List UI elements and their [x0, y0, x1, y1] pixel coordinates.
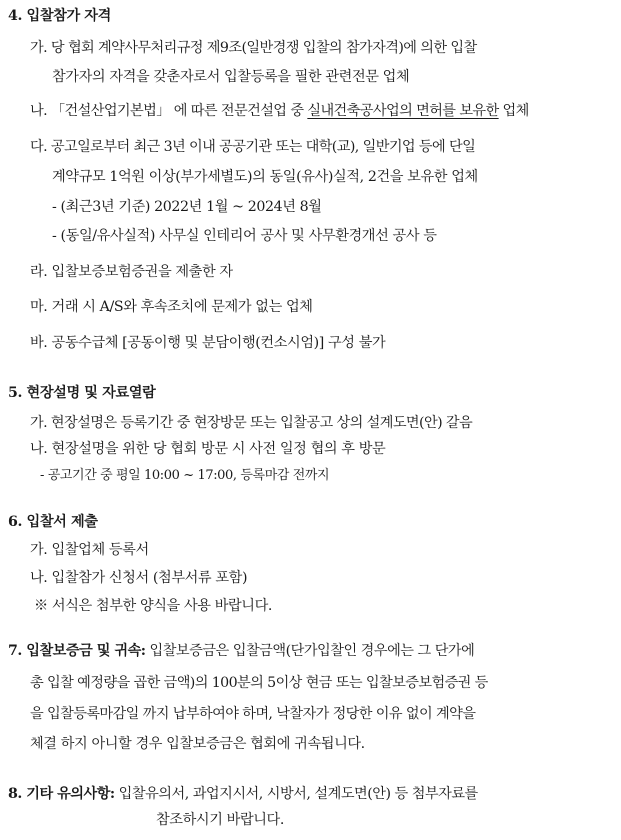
s5-ga: 가. 현장설명은 등록기간 중 현장방문 또는 입찰공고 상의 설계도면(안) 갈음 — [30, 415, 473, 431]
s7-line1 — [8, 641, 474, 661]
s5-sub: - 공고기간 중 평일 10:00 ~ 17:00, 등록마감 전까지 — [40, 468, 330, 483]
s6-na: 나. 입찰참가 신청서 (첨부서류 포함) — [30, 570, 248, 586]
section-4-heading: 4. 입찰참가 자격 — [8, 8, 111, 24]
s8-label: 8. 기타 유의사항: — [8, 786, 115, 802]
s8-line1-text: 입찰유의서, 과업지시서, 시방서, 설계도면(안) 등 첨부자료를 — [114, 786, 478, 802]
s4-ga-line1: 가. 당 협회 계약사무처리규정 제9조(일반경쟁 입찰의 참가자격)에 의한 입찰 — [30, 40, 477, 56]
section-5-heading: 5. 현장설명 및 자료열람 — [8, 385, 156, 401]
s6-ga: 가. 입찰업체 등록서 — [30, 542, 149, 558]
s4-ma: 마. 거래 시 A/S와 후속조치에 문제가 없는 업체 — [30, 299, 313, 315]
s4-na-pre: 나. 「건설산업기본법」 에 따른 전문건설업 중 — [30, 103, 308, 119]
s4-ra: 라. 입찰보증보험증권을 제출한 자 — [30, 264, 233, 280]
s6-note: ※ 서식은 첨부한 양식을 사용 바랍니다. — [34, 598, 273, 614]
s4-da-line1: 다. 공고일로부터 최근 3년 이내 공공기관 또는 대학(교), 일반기업 등에 단일 — [30, 139, 476, 155]
s4-na-line — [30, 101, 529, 121]
s7-line2: 총 입찰 예정량을 곱한 금액)의 100분의 5이상 현금 또는 입찰보증보험증권 등 — [30, 675, 488, 691]
s4-ga-line2: 참가자의 자격을 갖춘자로서 입찰등록을 필한 관련전문 업체 — [52, 69, 410, 85]
s5-na: 나. 현장설명을 위한 당 협회 방문 시 사전 일정 협의 후 방문 — [30, 441, 386, 457]
s4-ba: 바. 공동수급체 [공동이행 및 분담이행(컨소시엄)] 구성 불가 — [30, 335, 386, 351]
s7-line1-text: 입찰보증금은 입찰금액(단가입찰인 경우에는 그 단가에 — [145, 643, 475, 659]
s7-line3: 을 입찰등록마감일 까지 납부하여야 하며, 낙찰자가 정당한 이유 없이 계약을 — [30, 706, 476, 722]
s4-na-underline: 실내건축공사업의 면허를 보유한 — [307, 103, 499, 119]
s8-line2: 참조하시기 바랍니다. — [156, 812, 284, 828]
section-6-heading: 6. 입찰서 제출 — [8, 514, 98, 530]
s4-na-post: 업체 — [498, 103, 529, 119]
s7-line4: 체결 하지 아니할 경우 입찰보증금은 협회에 귀속됩니다. — [30, 736, 365, 752]
s7-label: 7. 입찰보증금 및 귀속: — [8, 643, 146, 659]
s4-da-sub2: - (동일/유사실적) 사무실 인테리어 공사 및 사무환경개선 공사 등 — [52, 228, 437, 244]
s8-line1 — [8, 784, 478, 804]
s4-da-sub1: - (최근3년 기준) 2022년 1월 ~ 2024년 8월 — [52, 199, 322, 215]
s4-da-line2: 계약규모 1억원 이상(부가세별도)의 동일(유사)실적, 2건을 보유한 업체 — [52, 169, 478, 185]
